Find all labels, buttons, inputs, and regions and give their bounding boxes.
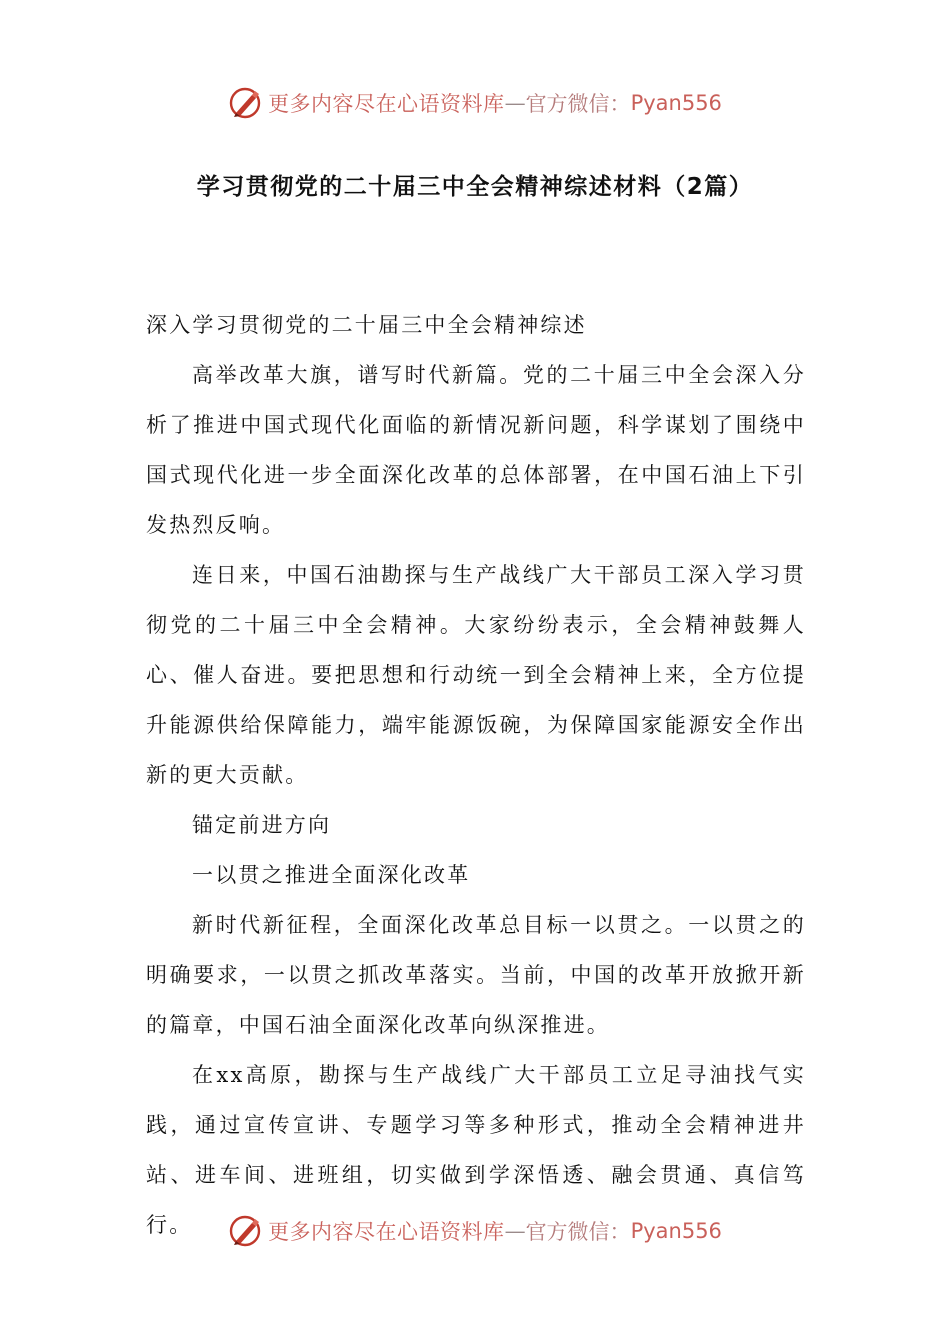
- pen-logo-icon: [228, 1213, 264, 1249]
- body-paragraph: 在xx高原，勘探与生产战线广大干部员工立足寻油找气实践，通过宣传宣讲、专题学习等多种形式，推动全会精神进井站、进车间、进班组，切实做到学深悟透、融会贯通、真信笃行。: [146, 1063, 806, 1237]
- body-paragraph: 高举改革大旗，谱写时代新篇。党的二十届三中全会深入分析了推进中国式现代化面临的新情况新问题，科学谋划了围绕中国式现代化进一步全面深化改革的总体部署，在中国石油上下引发热烈反响。: [146, 363, 806, 537]
- body-paragraph: 连日来，中国石油勘探与生产战线广大干部员工深入学习贯彻党的二十届三中全会精神。大家纷纷表示，全会精神鼓舞人心、催人奋进。要把思想和行动统一到全会精神上来，全方位提升能源供给保障能力，端牢能源饭碗，为保障国家能源安全作出新的更大贡献。: [146, 563, 806, 787]
- banner-separator: —: [504, 91, 526, 115]
- footer-banner: [0, 1206, 950, 1256]
- banner-wechat-label: 官方微信：: [525, 1220, 631, 1244]
- header-banner: [0, 78, 950, 128]
- banner-wechat-label: 官方微信：: [525, 92, 631, 116]
- banner-separator: —: [504, 1219, 526, 1243]
- pen-logo-icon: [228, 85, 264, 121]
- document-body: [146, 300, 806, 1250]
- banner-text: 更多内容尽在心语资料库: [268, 92, 505, 116]
- document-title: 学习贯彻党的二十届三中全会精神综述材料（2篇）: [196, 174, 754, 200]
- body-paragraph: 新时代新征程，全面深化改革总目标一以贯之。一以贯之的明确要求，一以贯之抓改革落实。当前，中国的改革开放掀开新的篇章，中国石油全面深化改革向纵深推进。: [146, 913, 806, 1037]
- subheading: 一以贯之推进全面深化改革: [192, 863, 471, 887]
- banner-wechat-id: Pyan556: [630, 1219, 722, 1243]
- banner-wechat-id: Pyan556: [630, 91, 722, 115]
- banner-text: 更多内容尽在心语资料库: [268, 1220, 505, 1244]
- subheading: 锚定前进方向: [192, 813, 332, 837]
- section-heading: 深入学习贯彻党的二十届三中全会精神综述: [146, 313, 587, 337]
